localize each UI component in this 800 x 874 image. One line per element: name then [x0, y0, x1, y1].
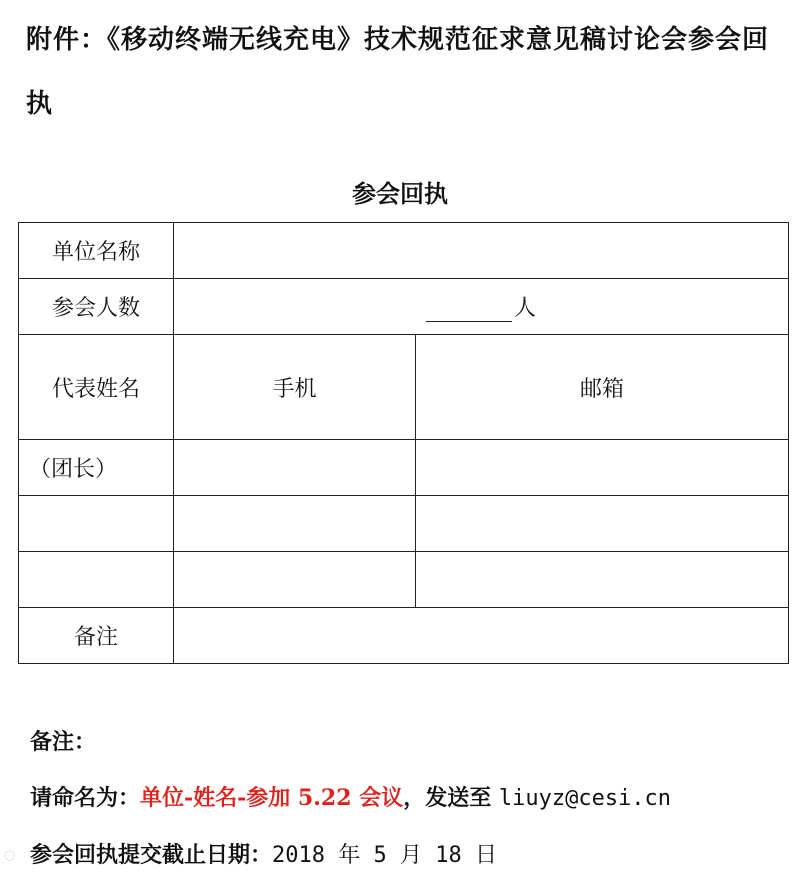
- email-cell[interactable]: [416, 440, 789, 496]
- remarks-label: 备注: [19, 608, 174, 664]
- row-remarks: [19, 608, 789, 664]
- naming-sep: ，发送至: [403, 785, 499, 811]
- deadline-prefix: 参会回执提交截止日期：: [30, 842, 273, 868]
- phone-cell[interactable]: [174, 552, 416, 608]
- unit-label: 单位名称: [19, 223, 174, 279]
- naming-format: 单位-姓名-参加 5.22 会议: [140, 785, 404, 811]
- attendees-unit: 人: [513, 296, 536, 321]
- naming-instruction: [30, 783, 671, 814]
- deadline-line: [30, 840, 497, 871]
- form-title: 参会回执: [352, 179, 448, 208]
- email-cell[interactable]: [416, 496, 789, 552]
- name-cell[interactable]: [19, 552, 174, 608]
- watermark-icon: ◌: [4, 848, 16, 863]
- notes-heading: 备注：: [30, 729, 97, 755]
- naming-prefix: 请命名为：: [30, 785, 141, 811]
- row-header: [19, 335, 789, 440]
- table-row: [19, 440, 789, 496]
- table-row: [19, 552, 789, 608]
- receipt-table: [18, 222, 789, 664]
- row-unit: [19, 223, 789, 279]
- attendees-blank[interactable]: [426, 299, 512, 322]
- email-header: 邮箱: [416, 335, 789, 440]
- attendees-value-cell[interactable]: [174, 279, 789, 335]
- unit-value-cell[interactable]: [174, 223, 789, 279]
- attendees-label: 参会人数: [19, 279, 174, 335]
- leader-label: （团长）: [19, 440, 174, 496]
- row-attendees: [19, 279, 789, 335]
- contact-email-link[interactable]: liuyz@cesi.cn: [498, 786, 672, 811]
- remarks-value-cell[interactable]: [174, 608, 789, 664]
- phone-header: 手机: [174, 335, 416, 440]
- table-row: [19, 496, 789, 552]
- representative-label: 代表姓名: [19, 335, 174, 440]
- email-cell[interactable]: [416, 552, 789, 608]
- phone-cell[interactable]: [174, 496, 416, 552]
- document-heading: 附件：《移动终端无线充电》技术规范征求意见稿讨论会参会回执: [26, 25, 770, 119]
- deadline-date: 2018 年 5 月 18 日: [272, 843, 497, 868]
- name-cell[interactable]: [19, 496, 174, 552]
- phone-cell[interactable]: [174, 440, 416, 496]
